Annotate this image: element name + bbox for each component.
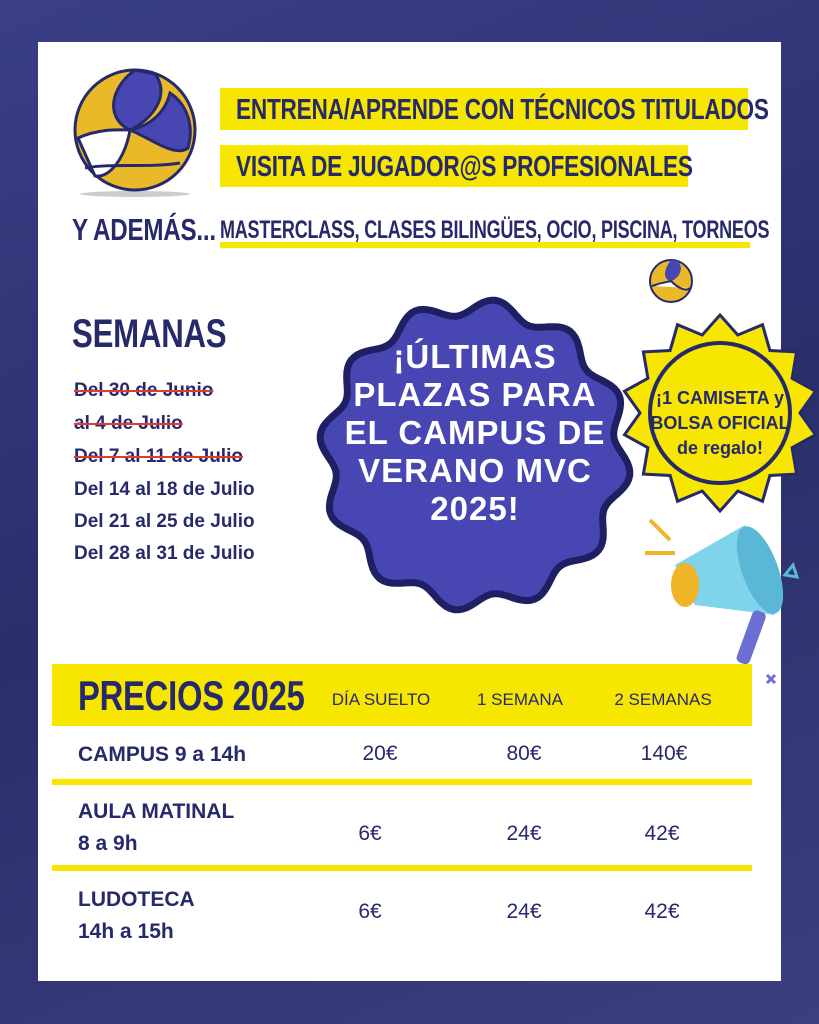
extras-label: Y ADEMÁS... — [72, 212, 216, 247]
price-cell: 24€ — [506, 822, 542, 845]
price-cell: 20€ — [362, 742, 398, 765]
gift-line: de regalo! — [676, 438, 764, 458]
badge-line: PLAZAS PARA — [353, 376, 597, 413]
row-label: 14h a 15h — [78, 920, 174, 943]
price-cell: 6€ — [358, 822, 382, 845]
gift-line: BOLSA OFICIAL — [650, 413, 790, 433]
badge-text — [330, 338, 620, 528]
badge-line: 2025! — [430, 490, 520, 527]
week-item: Del 14 al 18 de Julio — [74, 479, 255, 500]
feature-text: ENTRENA/APRENDE CON TÉCNICOS TITULADOS — [236, 94, 769, 126]
week-item: Del 28 al 31 de Julio — [74, 543, 255, 564]
column-header: 1 SEMANA — [477, 690, 563, 709]
week-item: Del 30 de Junio — [74, 380, 214, 401]
badge-line: VERANO MVC — [358, 452, 592, 489]
extras-text: MASTERCLASS, CLASES BILINGÜES, OCIO, PISCINA, TORNEOS — [220, 216, 770, 244]
megaphone-icon — [635, 505, 815, 685]
price-cell: 42€ — [644, 900, 680, 923]
row-label: 8 a 9h — [78, 832, 138, 855]
feature-banner-1 — [220, 88, 769, 130]
column-header: 2 SEMANAS — [614, 690, 712, 709]
price-cell: 80€ — [506, 742, 542, 765]
price-cell: 140€ — [640, 742, 688, 765]
price-cell: 6€ — [358, 900, 382, 923]
gift-line: ¡1 CAMISETA y — [655, 388, 784, 408]
week-item: Del 7 al 11 de Julio — [74, 446, 243, 467]
badge-line: ¡ÚLTIMAS — [393, 338, 557, 375]
gift-text — [640, 386, 800, 461]
badge-line: EL CAMPUS DE — [344, 414, 606, 451]
prices-title: PRECIOS 2025 — [78, 672, 305, 719]
week-item: Del 21 al 25 de Julio — [74, 511, 255, 532]
weeks-title: SEMANAS — [72, 312, 227, 356]
feature-text: VISITA DE JUGADOR@S PROFESIONALES — [236, 151, 693, 183]
row-divider — [52, 779, 752, 785]
price-cell: 24€ — [506, 900, 542, 923]
price-cell: 42€ — [644, 822, 680, 845]
row-label: LUDOTECA — [78, 888, 195, 911]
column-header: DÍA SUELTO — [331, 690, 431, 709]
row-divider — [52, 865, 752, 871]
volleyball-icon — [70, 68, 200, 198]
small-volleyball-icon — [648, 258, 694, 304]
row-label: CAMPUS 9 a 14h — [78, 743, 247, 766]
week-item: al 4 de Julio — [74, 413, 183, 434]
feature-banner-2 — [220, 145, 693, 187]
row-label: AULA MATINAL — [78, 800, 235, 823]
